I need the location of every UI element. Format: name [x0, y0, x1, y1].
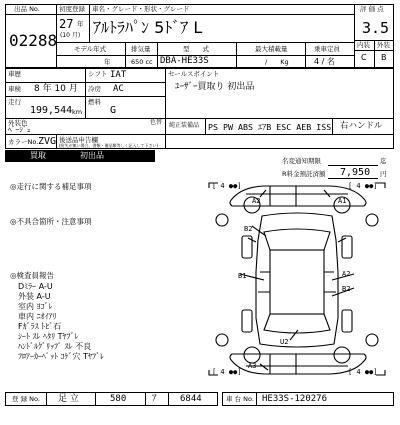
corner-count-tl: [ 4 ●●]	[212, 182, 242, 190]
ac-label: 冷房	[88, 85, 101, 93]
fuel-label: 燃料	[88, 98, 101, 106]
corner-count-tr: [ 4 ●●]	[348, 182, 378, 190]
lot-number: 02288	[9, 31, 58, 50]
corner-count-bl: [ 4 ●●]	[212, 368, 242, 376]
sales-point-label: セールスポイント	[168, 70, 220, 78]
color-no-value: ZVG	[38, 136, 57, 147]
max-load-label: 最大積載量	[255, 45, 288, 53]
first-reg-year: 27	[59, 17, 74, 31]
displacement-label: 排気量	[131, 45, 151, 53]
defect-label: ◎不具合箇所・注意事項	[10, 217, 92, 226]
first-reg-label: 初度登録	[59, 5, 85, 13]
damage-mark-a1-top: A1	[338, 197, 347, 205]
registration-kana: ｱ	[152, 394, 157, 404]
grade-label: 評 価 点	[360, 5, 384, 13]
note-line: 外装 A-U	[18, 292, 51, 301]
handle-position: 右ハンドル	[340, 121, 383, 131]
model-name-label: 車名・グレード・形状・グレード	[92, 5, 190, 13]
recycle-fee-value: 7,950	[340, 167, 371, 178]
recycle-note: (紛失が無い場合、書類・備品類等しく記入して下さい)	[59, 143, 159, 148]
damage-mark-a2-right: A2	[342, 270, 351, 278]
note-line: ﾌﾛｱｰｶｰﾍﾟｯﾄ ｺｹﾞ穴 Tﾔﾌﾞﾚ	[18, 352, 104, 361]
buy-badge: 買取	[30, 151, 46, 160]
lot-label: 出品 No.	[14, 5, 40, 13]
mileage-unit: km	[72, 108, 83, 116]
max-load-value: / Kg	[265, 58, 289, 66]
corner-count-br: [ 4 ●●]	[348, 368, 378, 376]
registration-class: 580	[110, 394, 127, 404]
note-line: 車内 ﾆｵｲｱﾘ	[18, 312, 57, 321]
shift-label: シフト	[88, 70, 108, 78]
damage-mark-a3: A3	[248, 362, 257, 370]
recycle-fee-unit: 円	[380, 170, 387, 178]
damage-mark-a2-top: A2	[252, 197, 261, 205]
registration-number: 6844	[180, 394, 202, 404]
inspector-notes	[18, 282, 104, 362]
inspection-value: 8 年 10 月	[34, 84, 78, 94]
chassis-label: 車 台 No.	[226, 395, 254, 403]
registration-place: 足 立	[58, 394, 79, 404]
note-line: Dﾐﾗｰ A-U	[18, 282, 53, 291]
recycle-fee-label: R料金預託済額	[282, 170, 326, 178]
exterior-grade: B	[381, 53, 387, 62]
first-listing-badge: 初出品	[80, 151, 104, 160]
type-value: DBA-HE33S	[160, 56, 209, 66]
displacement-value: 650 cc	[131, 58, 153, 66]
damage-mark-b2-upper: B2	[244, 225, 253, 233]
car-diagram	[206, 180, 388, 378]
capacity-value: 4 / 名	[314, 57, 335, 66]
first-reg-month: (10 月)	[60, 32, 81, 39]
capacity-label: 乗車定員	[314, 45, 340, 53]
model-year-unit: 年	[104, 58, 111, 66]
interior-label: 内装	[357, 41, 370, 49]
ac-value: AC	[113, 84, 124, 94]
note-line: 室内 ﾖｺﾞﾚ	[18, 302, 53, 311]
damage-mark-b2-right: B2	[342, 285, 351, 293]
grade-value: 3.5	[362, 19, 390, 37]
model-name: ｱﾙﾄﾗﾊﾟﾝ 5ﾄﾞｱ L	[93, 18, 203, 37]
first-reg-year-unit: 年	[77, 20, 84, 28]
registration-label: 登 録 No.	[12, 395, 40, 403]
model-year-label: モデル年式	[74, 45, 107, 53]
equipment-value: PS PW ABS ｴｱB ESC AEB ISS	[208, 122, 332, 132]
chassis-number: HE33S-120276	[262, 394, 328, 404]
sales-point-text: ﾕｰｻﾞｰ買取り 初出品	[175, 82, 255, 92]
damage-mark-u2: U2	[280, 338, 289, 346]
note-line: ｼｰﾄ ｽﾚ ﾍﾀﾘ Tﾔﾌﾞﾚ	[18, 332, 79, 341]
shift-value: IAT	[110, 70, 127, 80]
note-line: ﾊﾝﾄﾞﾙｸﾞﾘｯﾌﾟ ｽﾚ 不良	[18, 342, 92, 351]
inspector-label: ◎検査員報告	[10, 271, 55, 280]
history-label: 車歴	[8, 70, 21, 78]
recycle-label: 後送品申告欄	[59, 136, 98, 144]
equipment-label: 純正装備品	[169, 122, 200, 129]
interior-grade: C	[361, 53, 367, 62]
mileage-label: 走行	[8, 98, 21, 106]
color-value: ﾍﾞｰｼﾞｭ	[8, 125, 31, 134]
damage-mark-b1: B1	[238, 272, 247, 280]
name-change-label: 名変通知期限	[282, 157, 321, 165]
fuel-value: G	[110, 105, 117, 116]
name-change-unit: 迄	[380, 157, 387, 165]
note-line: Fｶﾞﾗｽ ﾄﾋﾞ石	[18, 322, 62, 331]
color-no-label: カラーNo.	[8, 138, 39, 146]
supplement-label: ◎走行に関する補足事項	[10, 182, 92, 191]
mileage-value: 199,544	[30, 105, 73, 116]
exterior-label: 外装	[377, 41, 390, 49]
color-label: 外装色	[8, 119, 28, 127]
type-label: 型 式	[183, 45, 209, 53]
color-change-mark: 色替	[150, 119, 163, 126]
inspection-label: 車検	[8, 85, 21, 93]
